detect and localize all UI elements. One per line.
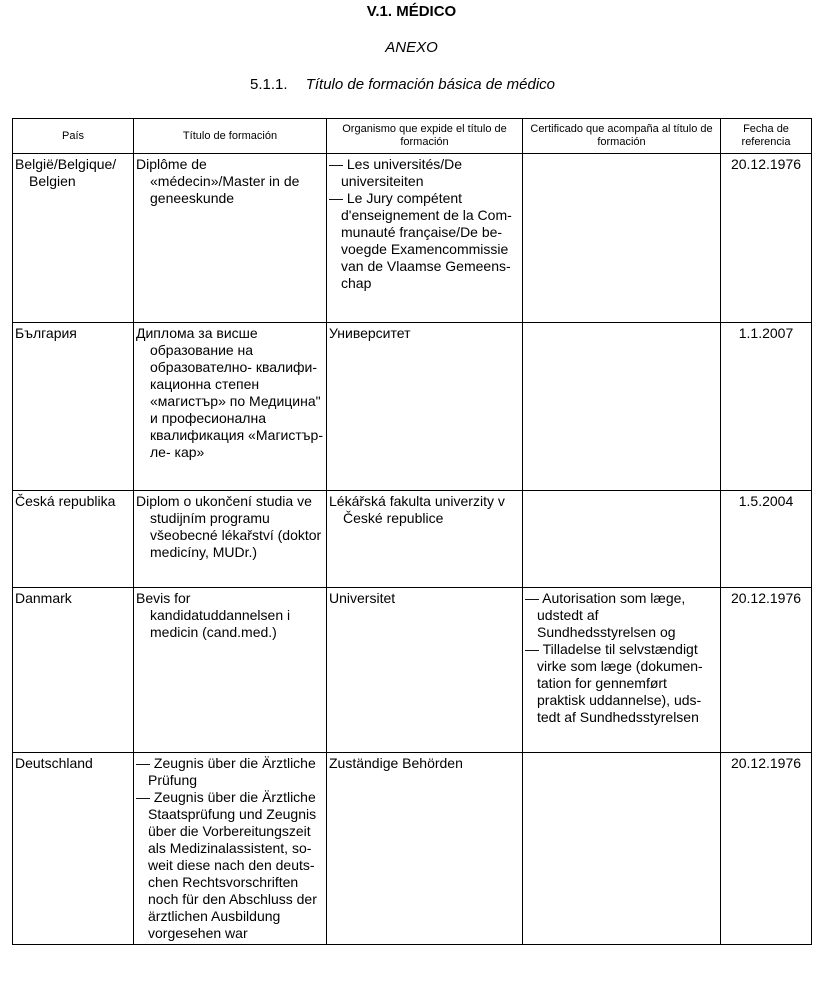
title-item: Bevis for kandidatuddannelsen i medicin (cand.med.) bbox=[136, 590, 291, 640]
cell-reference-date: 20.12.1976 bbox=[721, 588, 812, 753]
body-item: — Le Jury compétent d'enseignement de la Com- munauté française/De be- voegde Examencommissie van de Vlaamse Gemeens- chap bbox=[329, 190, 512, 291]
cell-certificate bbox=[523, 323, 721, 491]
country-line: België/Belgique/ Belgien bbox=[15, 156, 117, 189]
title-item: Diplôme de «médecin»/Master in de geneeskunde bbox=[136, 156, 300, 206]
section-number: 5.1.1. bbox=[250, 76, 288, 93]
section-title: Título de formación básica de médico bbox=[305, 76, 555, 93]
title-item: Diplom o ukončení studia ve studijním programu všeobecné lékařství (doktor medicíny, MUDr.) bbox=[136, 493, 322, 560]
cell-reference-date: 1.1.2007 bbox=[721, 323, 812, 491]
cell-title bbox=[134, 753, 327, 945]
cell-certificate bbox=[523, 753, 721, 945]
certificate-item: — Tilladelse til selvstændigt virke som læge (dokumen- tation for gennemført praktisk uddannelse), uds- tedt af Sundhedsstyrelsen bbox=[525, 641, 703, 725]
cell-issuing-body: Zuständige Behörden bbox=[327, 753, 523, 945]
cell-reference-date: 20.12.1976 bbox=[721, 753, 812, 945]
cell-country: Deutschland bbox=[13, 753, 134, 945]
cell-certificate bbox=[523, 588, 721, 753]
cell-issuing-body bbox=[327, 154, 523, 323]
body-item: — Les universités/De universiteiten bbox=[329, 156, 463, 189]
cell-reference-date: 1.5.2004 bbox=[721, 491, 812, 588]
cell-country: България bbox=[13, 323, 134, 491]
section-heading bbox=[250, 76, 555, 93]
table-row bbox=[13, 753, 812, 945]
cell-issuing-body: Universitet bbox=[327, 588, 523, 753]
body-item: Lékářská fakulta univerzity v České republice bbox=[329, 493, 505, 526]
cell-issuing-body: Университет bbox=[327, 323, 523, 491]
cell-reference-date: 20.12.1976 bbox=[721, 154, 812, 323]
annex-subtitle: ANEXO bbox=[385, 39, 438, 56]
header-title: Título de formación bbox=[134, 119, 327, 154]
cell-certificate bbox=[523, 491, 721, 588]
certificate-item: — Autorisation som læge, udstedt af Sundhedsstyrelsen og bbox=[525, 590, 686, 640]
cell-title bbox=[134, 491, 327, 588]
table-row bbox=[13, 323, 812, 491]
cell-country: Česká republika bbox=[13, 491, 134, 588]
qualifications-table bbox=[12, 118, 812, 945]
cell-title bbox=[134, 323, 327, 491]
title-item: Диплома за висше образование на образователно- квалифи- кационна степен «магистър» по Медицина" и професионална квалификация «Магистър-ле- кар» bbox=[136, 325, 323, 460]
document-title: V.1. MÉDICO bbox=[366, 3, 457, 20]
table-row bbox=[13, 491, 812, 588]
title-item: — Zeugnis über die Ärztliche Staatsprüfung und Zeugnis über die Vorbereitungszeit als Medizinalassistent, so- weit diese nach den deuts- chen Rechtsvorschriften noch für den Abschluss der ärztlichen Ausbildung vorgesehen war bbox=[136, 789, 317, 941]
cell-title bbox=[134, 588, 327, 753]
title-item: — Zeugnis über die Ärztliche Prüfung bbox=[136, 755, 316, 788]
cell-country bbox=[13, 154, 134, 323]
cell-title bbox=[134, 154, 327, 323]
table-row bbox=[13, 154, 812, 323]
header-reference-date: Fecha de referencia bbox=[721, 119, 812, 154]
cell-country: Danmark bbox=[13, 588, 134, 753]
cell-certificate bbox=[523, 154, 721, 323]
header-certificate: Certificado que acompaña al título de formación bbox=[523, 119, 721, 154]
header-country: País bbox=[13, 119, 134, 154]
table-row bbox=[13, 588, 812, 753]
cell-issuing-body bbox=[327, 491, 523, 588]
table-header-row bbox=[13, 119, 812, 154]
header-issuing-body: Organismo que expide el título de formación bbox=[327, 119, 523, 154]
